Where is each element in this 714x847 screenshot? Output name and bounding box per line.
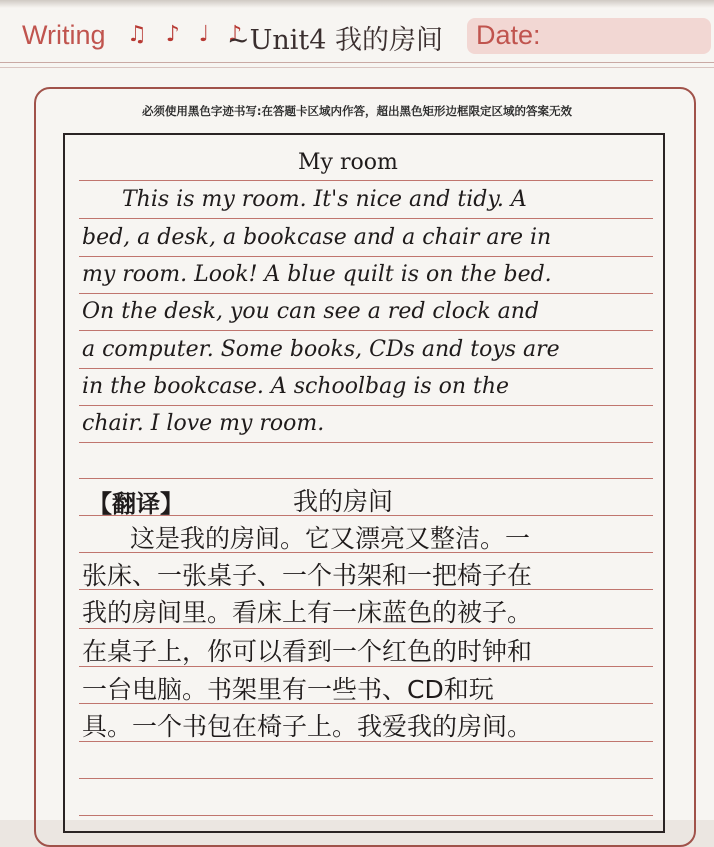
translation-line: 具。一个书包在椅子上。我爱我的房间。	[82, 712, 533, 741]
ruled-line	[79, 180, 653, 181]
ruled-line	[79, 778, 653, 779]
translation-line: 张床、一张桌子、一个书架和一把椅子在	[82, 561, 533, 590]
essay-line: in the bookcase. A schoolbag is on the	[82, 374, 510, 399]
essay-title: My room	[298, 150, 398, 175]
translation-label: 【翻译】	[88, 490, 184, 518]
ruled-line	[79, 368, 653, 369]
header-divider-secondary	[0, 67, 714, 68]
essay-line: chair. I love my room.	[82, 411, 325, 436]
ruled-line	[79, 218, 653, 219]
translation-line: 我的房间里。看床上有一床蓝色的被子。	[82, 598, 533, 627]
ruled-line	[79, 256, 653, 257]
ruled-line	[79, 442, 653, 443]
ruled-line	[79, 405, 653, 406]
ruled-line	[79, 478, 653, 479]
essay-line: bed, a desk, a bookcase and a chair are in	[82, 225, 552, 250]
essay-line: This is my room. It's nice and tidy. A	[122, 187, 527, 212]
music-notes-icon: ♫ ♪ ♩ ♪	[127, 22, 249, 47]
ruled-line	[79, 330, 653, 331]
writing-label: Writing	[22, 20, 106, 50]
unit-title: ~Unit4 我的房间	[227, 25, 444, 56]
translation-line: 一台电脑。书架里有一些书、CD和玩	[82, 675, 494, 704]
essay-line: my room. Look! A blue quilt is on the bed.	[82, 262, 552, 287]
date-label: Date:	[476, 20, 541, 50]
instruction-notice: 必须使用黑色字迹书写:在答题卡区域内作答，超出黑色矩形边框限定区域的答案无效	[141, 104, 573, 118]
essay-line: a computer. Some books, CDs and toys are	[82, 337, 560, 362]
translation-line: 在桌子上，你可以看到一个红色的时钟和	[82, 637, 533, 666]
ruled-line	[79, 293, 653, 294]
header-divider	[0, 62, 714, 63]
translation-line: 这是我的房间。它又漂亮又整洁。一	[130, 524, 531, 553]
ruled-line	[79, 815, 653, 816]
worksheet-header	[0, 14, 714, 60]
essay-line: On the desk, you can see a red clock and	[82, 299, 540, 324]
top-shadow	[0, 0, 714, 8]
translation-title: 我的房间	[293, 487, 394, 516]
